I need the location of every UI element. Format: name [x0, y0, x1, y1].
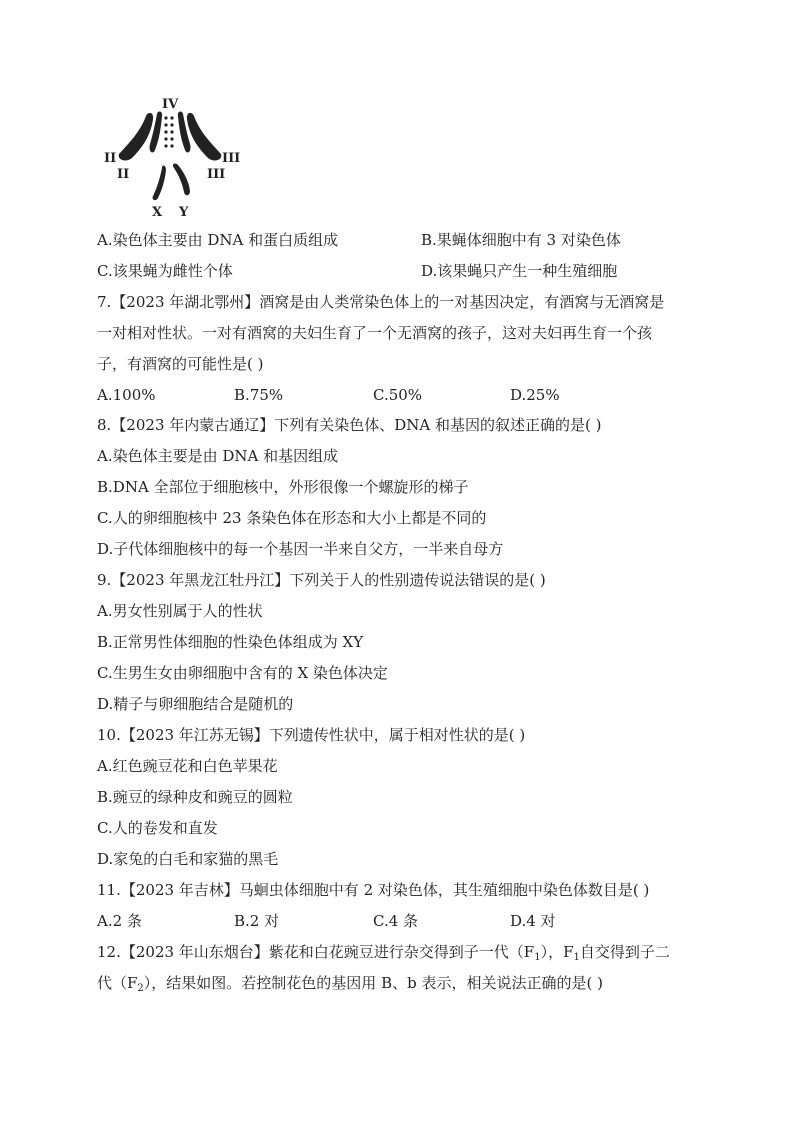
- q8-option-a: A.染色体主要是由 DNA 和基因组成: [97, 447, 339, 465]
- q12-line1-part-c: 自交得到子二: [579, 943, 670, 961]
- chromosome-iv-dots: [164, 116, 173, 147]
- label-x: X: [152, 205, 163, 220]
- q7-stem-line3: 子，有酒窝的可能性是( ): [97, 355, 264, 373]
- q12-line1-part-a: 12.【2023 年山东烟台】紫花和白花豌豆进行杂交得到子一代（F: [97, 943, 535, 961]
- q12-line2-part-a: 代（F: [97, 974, 138, 992]
- q9-option-c: C.生男生女由卵细胞中含有的 X 染色体决定: [97, 664, 388, 682]
- q12-f2-subscript: 2: [137, 983, 144, 994]
- q11-option-c: C.4 条: [373, 912, 419, 930]
- q11-option-a: A.2 条: [97, 912, 142, 930]
- q10-option-c: C.人的卷发和直发: [97, 819, 218, 837]
- q10-option-a: A.红色豌豆花和白色苹果花: [97, 757, 278, 775]
- q10-option-d: D.家兔的白毛和家猫的黑毛: [97, 850, 279, 868]
- q9-stem: 9.【2023 年黑龙江牡丹江】下列关于人的性别遗传说法错误的是( ): [97, 571, 546, 589]
- chromosome-iii-outer: [187, 113, 221, 161]
- q8-option-c: C.人的卵细胞核中 23 条染色体在形态和大小上都是不同的: [97, 509, 487, 527]
- q6-option-c: C.该果蝇为雌性个体: [97, 262, 233, 280]
- q12-stem-line2: [97, 973, 603, 999]
- q7-option-d: D.25%: [510, 386, 560, 404]
- label-ii-top: II: [104, 151, 117, 166]
- q8-option-d: D.子代体细胞核中的每一个基因一半来自父方，一半来自母方: [97, 540, 504, 558]
- q6-option-d: D.该果蝇只产生一种生殖细胞: [421, 262, 618, 280]
- q12-stem-line1: [97, 942, 670, 968]
- q7-option-b: B.75%: [234, 386, 284, 404]
- chromosome-y: [173, 164, 190, 196]
- q6-option-a: A.染色体主要由 DNA 和蛋白质组成: [97, 231, 339, 249]
- q8-stem: 8.【2023 年内蒙古通辽】下列有关染色体、DNA 和基因的叙述正确的是( ): [97, 416, 602, 434]
- q12-line1-part-b: ），F: [540, 943, 574, 961]
- q10-option-b: B.豌豆的绿种皮和豌豆的圆粒: [97, 788, 293, 806]
- label-iii-bottom: III: [207, 167, 226, 182]
- q7-option-a: A.100%: [97, 386, 156, 404]
- q7-stem-line1: 7.【2023 年湖北鄂州】酒窝是由人类常染色体上的一对基因决定，有酒窝与无酒窝是: [97, 293, 665, 311]
- q7-option-c: C.50%: [373, 386, 423, 404]
- chromosome-ii-outer: [119, 113, 153, 161]
- label-iii-top: III: [222, 151, 241, 166]
- q12-f1-subscript-2: 1: [573, 952, 580, 963]
- q11-stem: 11.【2023 年吉林】马蛔虫体细胞中有 2 对染色体，其生殖细胞中染色体数目是( ): [97, 881, 650, 899]
- q9-option-a: A.男女性别属于人的性状: [97, 602, 263, 620]
- q8-option-b: B.DNA 全部位于细胞核中，外形很像一个螺旋形的梯子: [97, 478, 469, 496]
- q6-option-b: B.果蝇体细胞中有 3 对染色体: [421, 231, 621, 249]
- q7-stem-line2: 一对相对性状。一对有酒窝的夫妇生育了一个无酒窝的孩子，这对夫妇再生育一个孩: [97, 324, 653, 342]
- label-iv: IV: [162, 97, 179, 112]
- q10-stem: 10.【2023 年江苏无锡】下列遗传性状中，属于相对性状的是( ): [97, 726, 526, 744]
- chromosome-x: [153, 166, 166, 201]
- q11-option-d: D.4 对: [510, 912, 556, 930]
- q12-line2-part-b: ），结果如图。若控制花色的基因用 B、b 表示，相关说法正确的是( ): [143, 974, 603, 992]
- label-ii-bottom: II: [117, 167, 130, 182]
- q9-option-b: B.正常男性体细胞的性染色体组成为 XY: [97, 633, 364, 651]
- q11-option-b: B.2 对: [234, 912, 280, 930]
- q12-f1-subscript: 1: [534, 952, 541, 963]
- q9-option-d: D.精子与卵细胞结合是随机的: [97, 695, 294, 713]
- label-y: Y: [179, 205, 189, 220]
- fruit-fly-chromosome-figure: [104, 92, 244, 220]
